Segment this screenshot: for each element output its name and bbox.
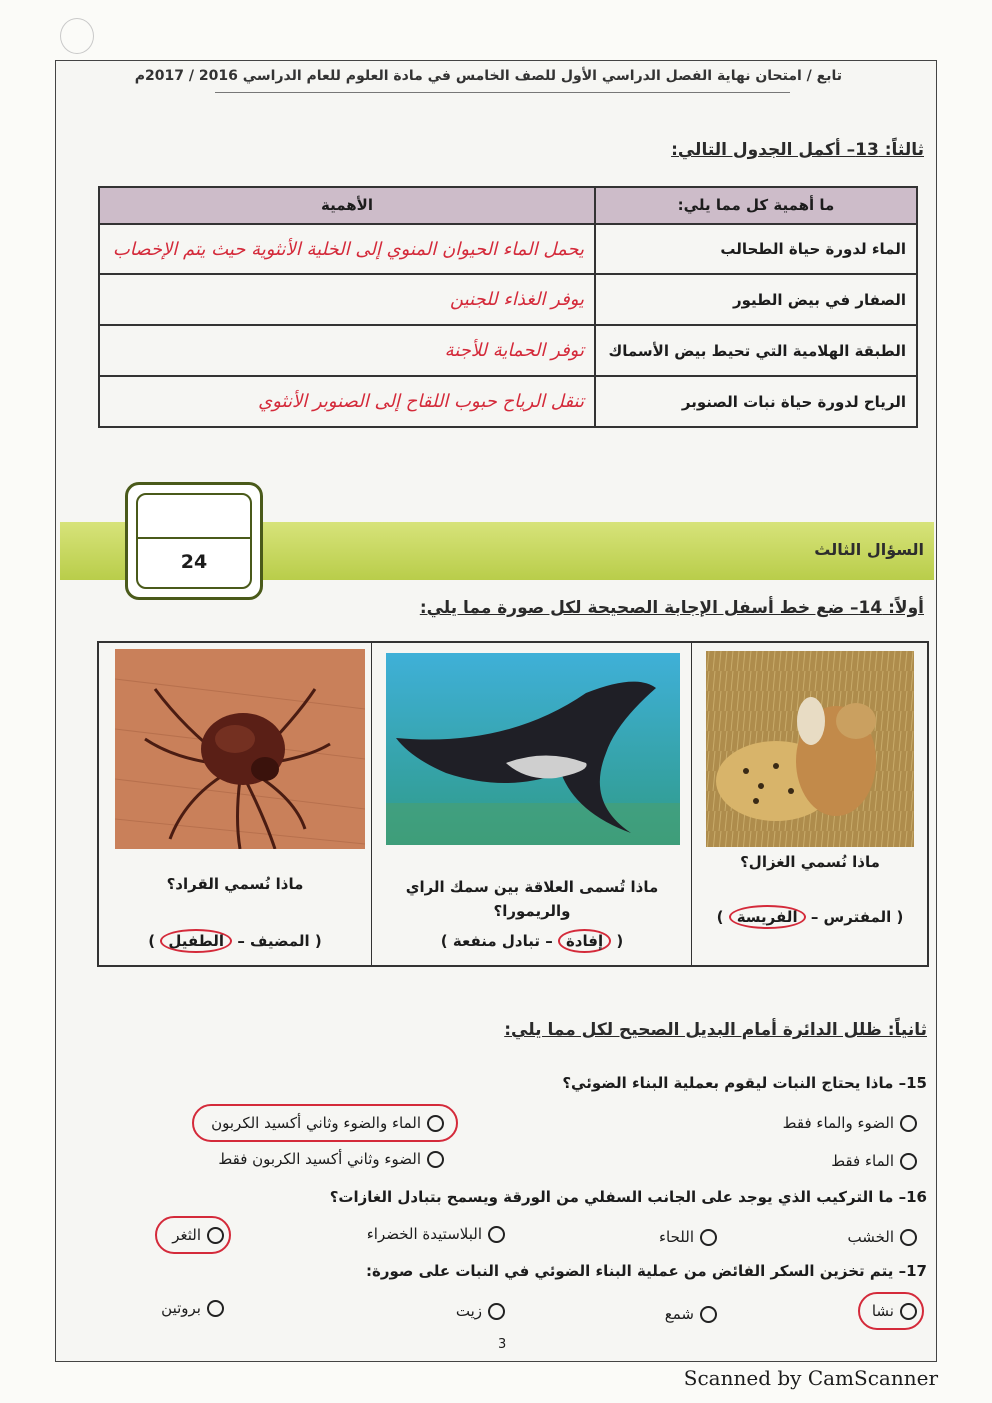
radio-icon[interactable] bbox=[207, 1300, 224, 1317]
q17-text: 17– يتم تخزين السكر الفائض من عملية البناء الضوئي في النبات على صورة: bbox=[365, 1262, 927, 1280]
option-label: بروتين bbox=[161, 1299, 201, 1317]
options-close-paren: ) bbox=[716, 908, 724, 926]
manta-ray-image bbox=[386, 653, 680, 845]
q14-gazelle-options bbox=[702, 905, 918, 929]
cell-ray bbox=[371, 643, 692, 965]
answer-circle bbox=[192, 1104, 458, 1142]
option-parasite-circled: الطفيل bbox=[160, 929, 232, 953]
option-mutualism: – تبادل منفعة bbox=[452, 932, 553, 950]
table-cell-question: الصفار في بيض الطيور bbox=[595, 274, 917, 325]
tick-image bbox=[115, 649, 365, 849]
q17-option-4[interactable] bbox=[161, 1299, 224, 1317]
mcq-heading: ثانياً: ظلل الدائرة أمام البديل الصحيح لكل مما يلي: bbox=[504, 1020, 927, 1040]
table-row bbox=[99, 274, 917, 325]
option-host: ( المضيف – bbox=[237, 932, 322, 950]
cell-tick bbox=[99, 643, 371, 965]
q14-ray-options bbox=[392, 929, 672, 953]
score-value: 24 bbox=[180, 551, 208, 573]
radio-icon[interactable] bbox=[700, 1306, 717, 1323]
radio-icon[interactable] bbox=[900, 1115, 917, 1132]
q13-heading: ثالثاً: 13– أكمل الجدول التالي: bbox=[671, 140, 924, 160]
q14-heading: أولاً: 14– ضع خط أسفل الإجابة الصحيحة لكل صورة مما يلي: bbox=[419, 598, 924, 618]
q14-tick-options bbox=[109, 929, 361, 953]
table-cell-answer: تنقل الرياح حبوب اللقاح إلى الصنوبر الأنثوي bbox=[99, 376, 595, 427]
score-box-divider bbox=[136, 537, 252, 539]
radio-icon[interactable] bbox=[700, 1229, 717, 1246]
q14-tick-question: ماذا نُسمي القراد؟ bbox=[166, 875, 304, 893]
table-header-question: ما أهمية كل مما يلي: bbox=[595, 187, 917, 224]
option-label: اللحاء bbox=[658, 1228, 694, 1246]
table-cell-question: الطبقة الهلامية التي تحيط بيض الأسماك bbox=[595, 325, 917, 376]
q16-option-2[interactable] bbox=[659, 1228, 717, 1246]
option-label: نشا bbox=[871, 1302, 894, 1320]
table-cell-question: الرياح لدورة حياة نبات الصنوبر bbox=[595, 376, 917, 427]
importance-table bbox=[98, 186, 918, 428]
q15-text: 15– ماذا يحتاج النبات ليقوم بعملية البناء الضوئي؟ bbox=[562, 1074, 927, 1092]
q17-option-2[interactable] bbox=[665, 1305, 717, 1323]
q17-option-3[interactable] bbox=[456, 1302, 505, 1320]
options-open-paren: ( bbox=[616, 932, 624, 950]
options-close-paren: ) bbox=[148, 932, 156, 950]
option-label: زيت bbox=[455, 1302, 482, 1320]
radio-icon[interactable] bbox=[488, 1303, 505, 1320]
radio-icon[interactable] bbox=[900, 1229, 917, 1246]
score-box-inner bbox=[136, 493, 252, 589]
table-cell-answer: يوفر الغذاء للجنين bbox=[99, 274, 595, 325]
exam-header: تابع / امتحان نهاية الفصل الدراسي الأول للصف الخامس في مادة العلوم للعام الدراسي 2016 / 2017م bbox=[134, 68, 842, 84]
score-box bbox=[125, 482, 263, 600]
option-label: الضوء وثاني أكسيد الكربون فقط bbox=[218, 1150, 421, 1168]
table-cell-answer: يحمل الماء الحيوان المنوي إلى الخلية الأنثوية حيث يتم الإخصاب bbox=[99, 224, 595, 275]
section-title: السؤال الثالث bbox=[814, 540, 924, 559]
option-label: الضوء والماء فقط bbox=[782, 1114, 894, 1132]
option-label: الماء والضوء وثاني أكسيد الكربون bbox=[211, 1114, 421, 1132]
table-cell-question: الماء لدورة حياة الطحالب bbox=[595, 224, 917, 275]
radio-icon[interactable] bbox=[488, 1226, 505, 1243]
q14-gazelle-question: ماذا نُسمي الغزال؟ bbox=[740, 853, 880, 871]
q15-option-3[interactable] bbox=[831, 1152, 917, 1170]
corner-mark bbox=[60, 18, 94, 54]
option-benefit-circled: إفادة bbox=[558, 929, 611, 953]
option-prey-circled: الفريسة bbox=[729, 905, 806, 929]
page-number: 3 bbox=[498, 1337, 507, 1352]
option-label: الماء فقط bbox=[831, 1152, 894, 1170]
scanner-watermark: Scanned by CamScanner bbox=[683, 1366, 938, 1390]
q16-option-3[interactable] bbox=[367, 1225, 505, 1243]
option-predator: ( المفترس – bbox=[810, 908, 904, 926]
answer-circle bbox=[155, 1216, 231, 1254]
q14-ray-question: ماذا تُسمى العلاقة بين سمك الراي والريمورا؟ bbox=[405, 878, 659, 920]
q15-option-1[interactable] bbox=[783, 1114, 917, 1132]
options-close-paren: ) bbox=[440, 932, 448, 950]
q16-text: 16– ما التركيب الذي يوجد على الجانب السفلي من الورقة ويسمح بتبادل الغازات؟ bbox=[329, 1188, 927, 1206]
table-cell-answer: توفر الحماية للأجنة bbox=[99, 325, 595, 376]
answer-circle bbox=[858, 1292, 924, 1330]
table-row bbox=[99, 325, 917, 376]
option-label: الخشب bbox=[847, 1228, 894, 1246]
table-row bbox=[99, 224, 917, 275]
option-label: الثغر bbox=[172, 1226, 201, 1244]
header-underline bbox=[215, 92, 790, 93]
radio-icon[interactable] bbox=[900, 1153, 917, 1170]
cheetah-gazelle-image bbox=[706, 651, 914, 847]
table-header-importance: الأهمية bbox=[99, 187, 595, 224]
option-label: شمع bbox=[664, 1305, 694, 1323]
image-question-grid bbox=[97, 641, 929, 967]
table-row bbox=[99, 376, 917, 427]
q16-option-1[interactable] bbox=[847, 1228, 917, 1246]
radio-icon[interactable] bbox=[427, 1151, 444, 1168]
q15-option-4[interactable] bbox=[218, 1150, 444, 1168]
cell-gazelle bbox=[691, 643, 928, 965]
option-label: البلاستيدة الخضراء bbox=[366, 1225, 482, 1243]
